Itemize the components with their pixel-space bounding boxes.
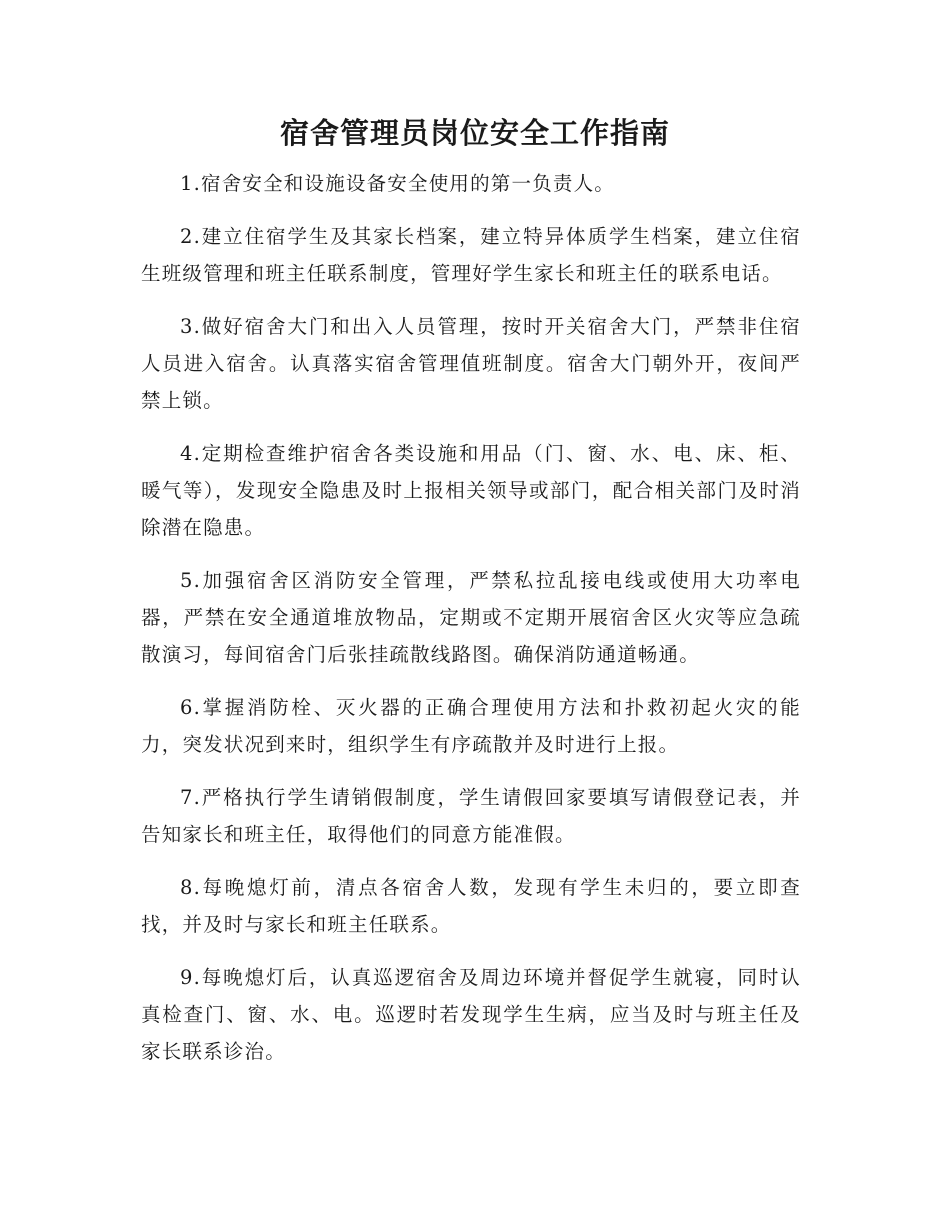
paragraph-5: 5.加强宿舍区消防安全管理，严禁私拉乱接电线或使用大功率电器，严禁在安全通道堆放物品，定期或不定期开展宿舍区火灾等应急疏散演习，每间宿舍门后张挂疏散线路图。确保消防通道畅通。 — [141, 569, 801, 666]
document-body — [141, 165, 801, 1086]
paragraph-8: 8.每晚熄灯前，清点各宿舍人数，发现有学生未归的，要立即查找，并及时与家长和班主任联系。 — [141, 876, 801, 936]
paragraph-6: 6.掌握消防栓、灭火器的正确合理使用方法和扑救初起火灾的能力，突发状况到来时，组织学生有序疏散并及时进行上报。 — [141, 696, 801, 756]
paragraph-9: 9.每晚熄灯后，认真巡逻宿舍及周边环境并督促学生就寝，同时认真检查门、窗、水、电。巡逻时若发现学生生病，应当及时与班主任及家长联系诊治。 — [141, 966, 801, 1063]
paragraph-4: 4.定期检查维护宿舍各类设施和用品（门、窗、水、电、床、柜、暖气等），发现安全隐患及时上报相关领导或部门，配合相关部门及时消除潜在隐患。 — [141, 442, 801, 539]
paragraph-7: 7.严格执行学生请销假制度，学生请假回家要填写请假登记表，并告知家长和班主任，取得他们的同意方能准假。 — [141, 786, 801, 846]
document-title: 宿舍管理员岗位安全工作指南 — [279, 116, 670, 150]
paragraph-2: 2.建立住宿学生及其家长档案，建立特异体质学生档案，建立住宿生班级管理和班主任联系制度，管理好学生家长和班主任的联系电话。 — [141, 225, 801, 285]
paragraph-1: 1.宿舍安全和设施设备安全使用的第一负责人。 — [180, 172, 616, 195]
paragraph-3: 3.做好宿舍大门和出入人员管理，按时开关宿舍大门，严禁非住宿人员进入宿舍。认真落实宿舍管理值班制度。宿舍大门朝外开，夜间严禁上锁。 — [141, 315, 801, 412]
